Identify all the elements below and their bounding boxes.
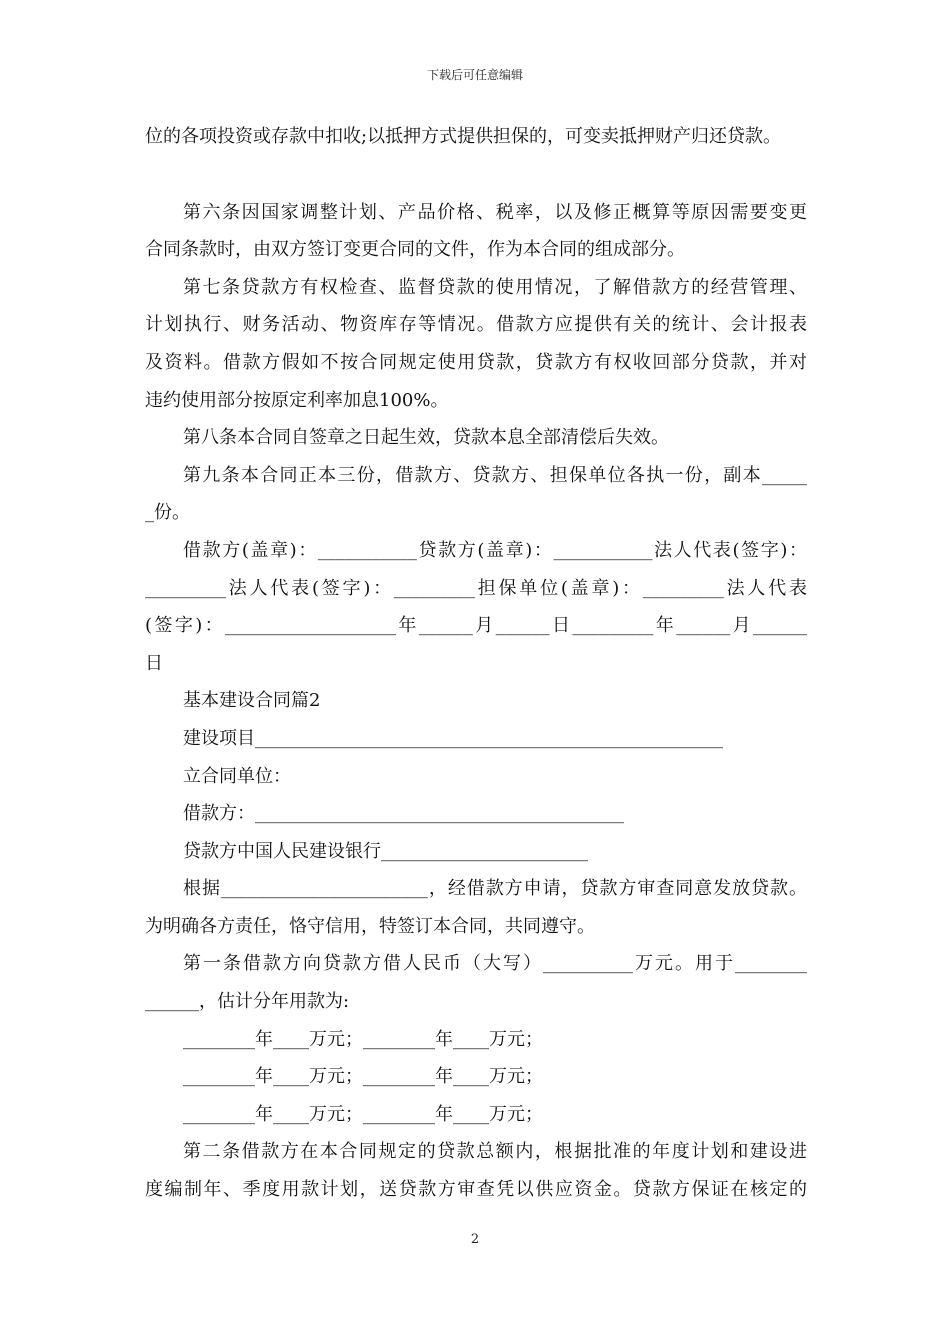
article-7-line: 计划执行、财务活动、物资库存等情况。借款方应提供有关的统计、会计报表 bbox=[145, 314, 807, 336]
borrower-field: 借款方：_________________________________________ bbox=[183, 803, 624, 825]
page-header: 下载后可任意编辑 bbox=[426, 68, 523, 82]
article-1-line: 第一条借款方向贷款方借人民币（大写）__________万元。用于________ bbox=[183, 953, 807, 975]
page-number: 2 bbox=[470, 1232, 480, 1247]
section-title: 基本建设合同篇2 bbox=[183, 690, 321, 712]
article-2-line: 度编制年、季度用款计划，送贷款方审查凭以供应资金。贷款方保证在核定的 bbox=[145, 1179, 807, 1201]
basis-line: 为明确各方责任，恪守信用，特签订本合同，共同遵守。 bbox=[145, 915, 595, 937]
project-field: 建设项目____________________________________________________ bbox=[183, 727, 723, 749]
annual-amount-row: ________年____万元；________年____万元； bbox=[183, 1028, 543, 1050]
lender-field: 贷款方中国人民建设银行_______________________ bbox=[183, 840, 588, 862]
article-8-line: 第八条本合同自签章之日起生效，贷款本息全部清偿后失效。 bbox=[183, 427, 669, 449]
signature-line: 日 bbox=[145, 652, 163, 674]
paragraph-gap bbox=[145, 156, 807, 194]
article-9-line: _份。 bbox=[145, 502, 190, 524]
annual-amount-row: ________年____万元；________年____万元； bbox=[183, 1066, 543, 1088]
article-1-line: ______，估计分年用款为: bbox=[145, 991, 350, 1013]
parties-label: 立合同单位： bbox=[183, 765, 291, 787]
article-7-line: 违约使用部分按原定利率加息100%。 bbox=[145, 389, 449, 411]
article-6-line: 第六条因国家调整计划、产品价格、税率，以及修正概算等原因需要变更 bbox=[183, 201, 807, 223]
basis-line: 根据_______________________，经借款方申请，贷款方审查同意发放贷款。 bbox=[183, 878, 807, 900]
article-2-line: 第二条借款方在本合同规定的贷款总额内，根据批准的年度计划和建设进 bbox=[183, 1141, 807, 1163]
document-body bbox=[145, 118, 807, 1209]
signature-line: 借款方(盖章)：___________贷款方(盖章)：___________法人代表(签字)： bbox=[183, 539, 807, 561]
signature-line: _________法人代表(签字)：_________担保单位(盖章)：_________法人代表 bbox=[145, 577, 807, 599]
article-6-line: 合同条款时，由双方签订变更合同的文件，作为本合同的组成部分。 bbox=[145, 239, 685, 261]
text-line: 位的各项投资或存款中扣收;以抵押方式提供担保的，可变卖抵押财产归还贷款。 bbox=[145, 126, 782, 147]
article-9-line: 第九条本合同正本三份，借款方、贷款方、担保单位各执一份，副本_____ bbox=[183, 464, 807, 486]
article-7-line: 及资料。借款方假如不按合同规定使用贷款，贷款方有权收回部分贷款，并对 bbox=[145, 351, 807, 373]
article-7-line: 第七条贷款方有权检查、监督贷款的使用情况，了解借款方的经营管理、 bbox=[183, 276, 807, 298]
annual-amount-row: ________年____万元；________年____万元； bbox=[183, 1103, 543, 1125]
signature-line: (签字)：___________________年______月______日_________年______月______ bbox=[145, 615, 807, 637]
